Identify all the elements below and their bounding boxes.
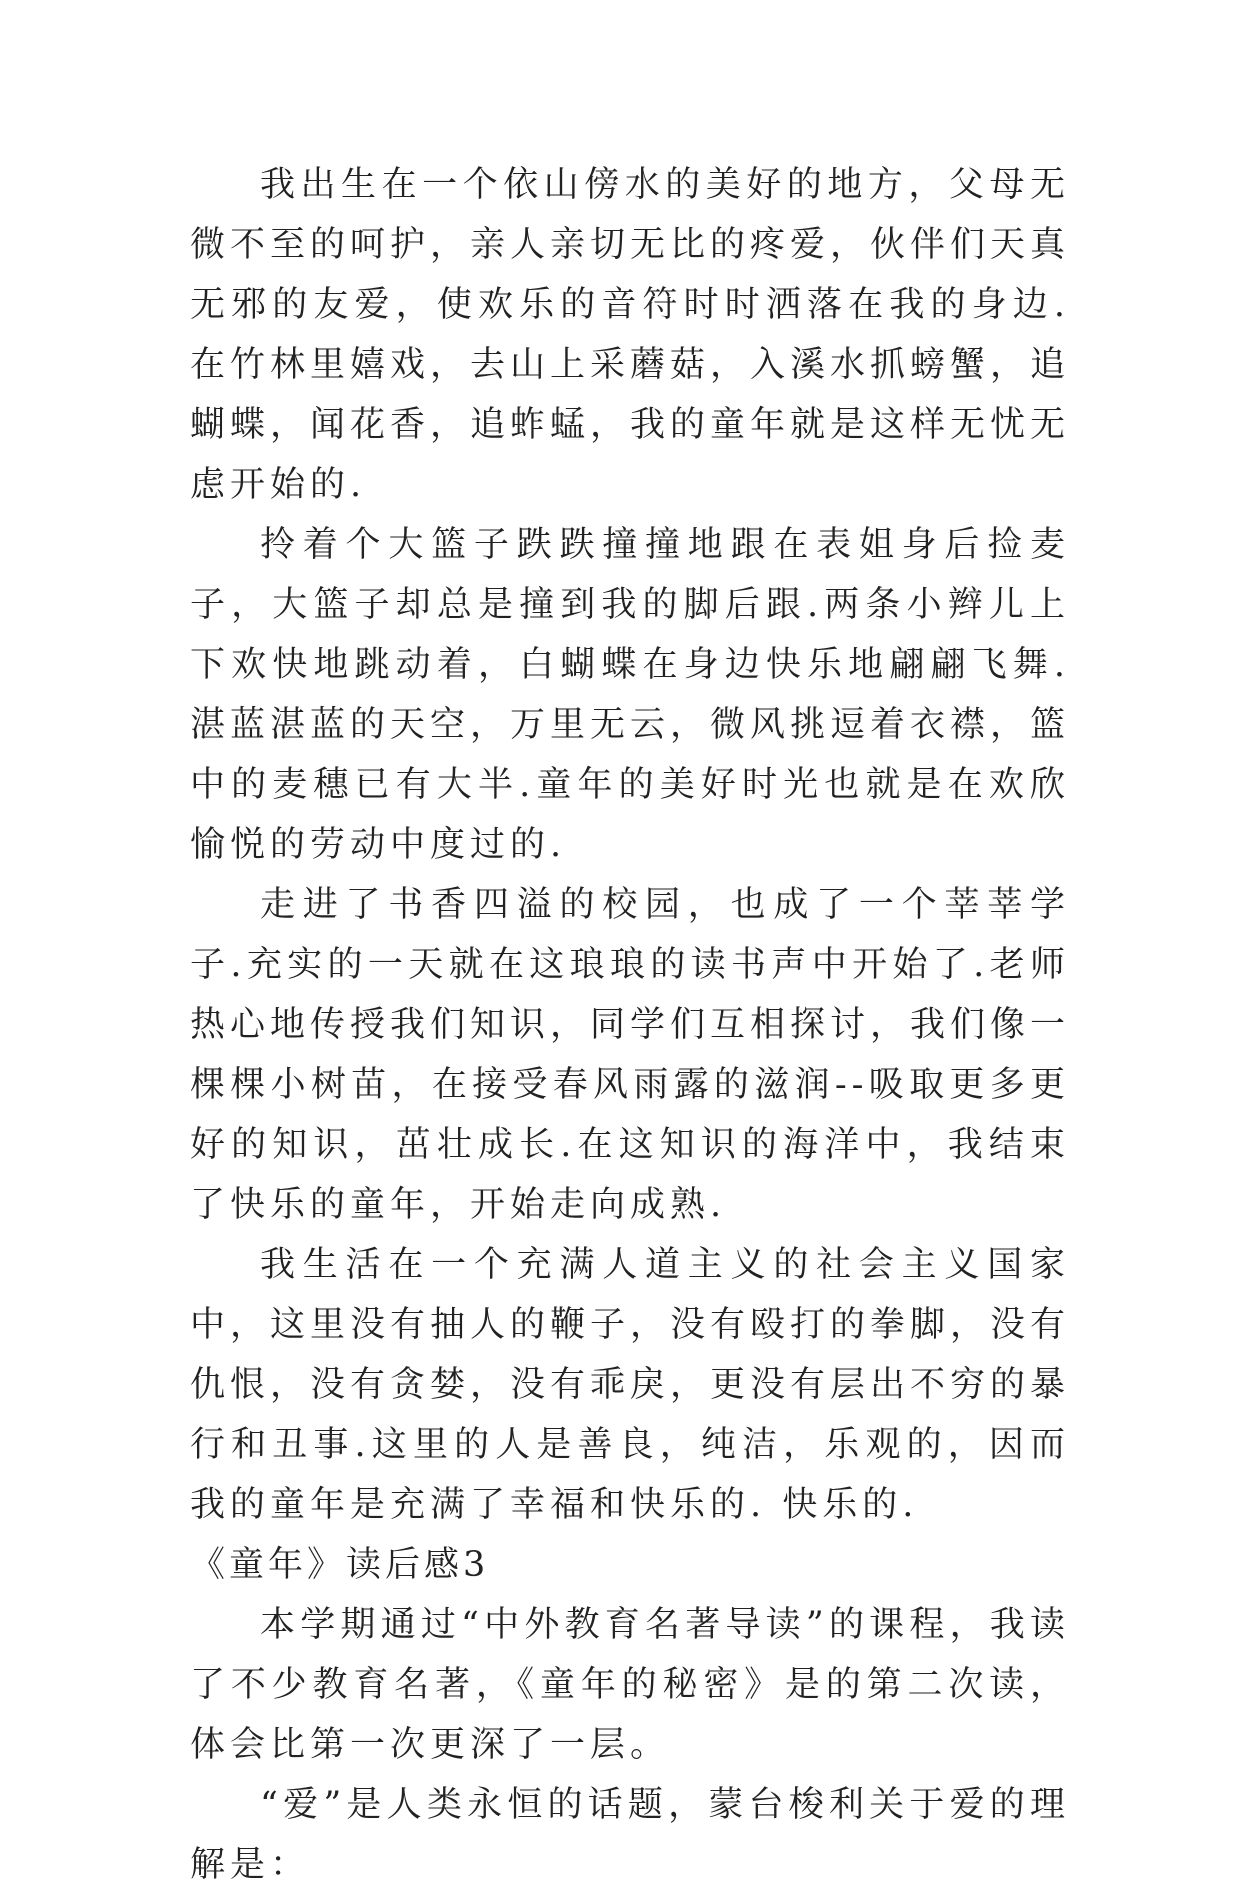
paragraph-2: 拎着个大篮子跌跌撞撞地跟在表姐身后捡麦子，大篮子却总是撞到我的脚后跟.两条小辫儿上下欢快地跳动着，白蝴蝶在身边快乐地翩翩飞舞.湛蓝湛蓝的天空，万里无云，微风挑逗着衣襟，篮中的麦穗已有大半.童年的美好时光也就是在欢欣愉悦的劳动中度过的. (190, 525, 1071, 865)
document-body (190, 155, 1070, 1895)
paragraph-4: 我生活在一个充满人道主义的社会主义国家中，这里没有抽人的鞭子，没有殴打的拳脚，没有仇恨，没有贪婪，没有乖戾，更没有层出不穷的暴行和丑事.这里的人是善良，纯洁，乐观的，因而我的童年是充满了幸福和快乐的. 快乐的. (190, 1245, 1071, 1525)
paragraph-1: 我出生在一个依山傍水的美好的地方，父母无微不至的呵护，亲人亲切无比的疼爱，伙伴们天真无邪的友爱，使欢乐的音符时时洒落在我的身边.在竹林里嬉戏，去山上采蘑菇，入溪水抓螃蟹，追蝴蝶，闻花香，追蚱蜢，我的童年就是这样无忧无虑开始的. (190, 165, 1071, 505)
section-heading: 《童年》读后感3 (190, 1545, 490, 1585)
paragraph-6: “爱”是人类永恒的话题，蒙台梭利关于爱的理解是： (190, 1785, 1070, 1885)
paragraph-3: 走进了书香四溢的校园，也成了一个莘莘学子.充实的一天就在这琅琅的读书声中开始了.老师热心地传授我们知识，同学们互相探讨，我们像一棵棵小树苗，在接受春风雨露的滋润--吸取更多更好的知识，茁壮成长.在这知识的海洋中，我结束了快乐的童年，开始走向成熟. (190, 885, 1071, 1225)
paragraph-5: 本学期通过“中外教育名著导读”的课程，我读了不少教育名著，《童年的秘密》是的第二次读，体会比第一次更深了一层。 (190, 1605, 1070, 1765)
